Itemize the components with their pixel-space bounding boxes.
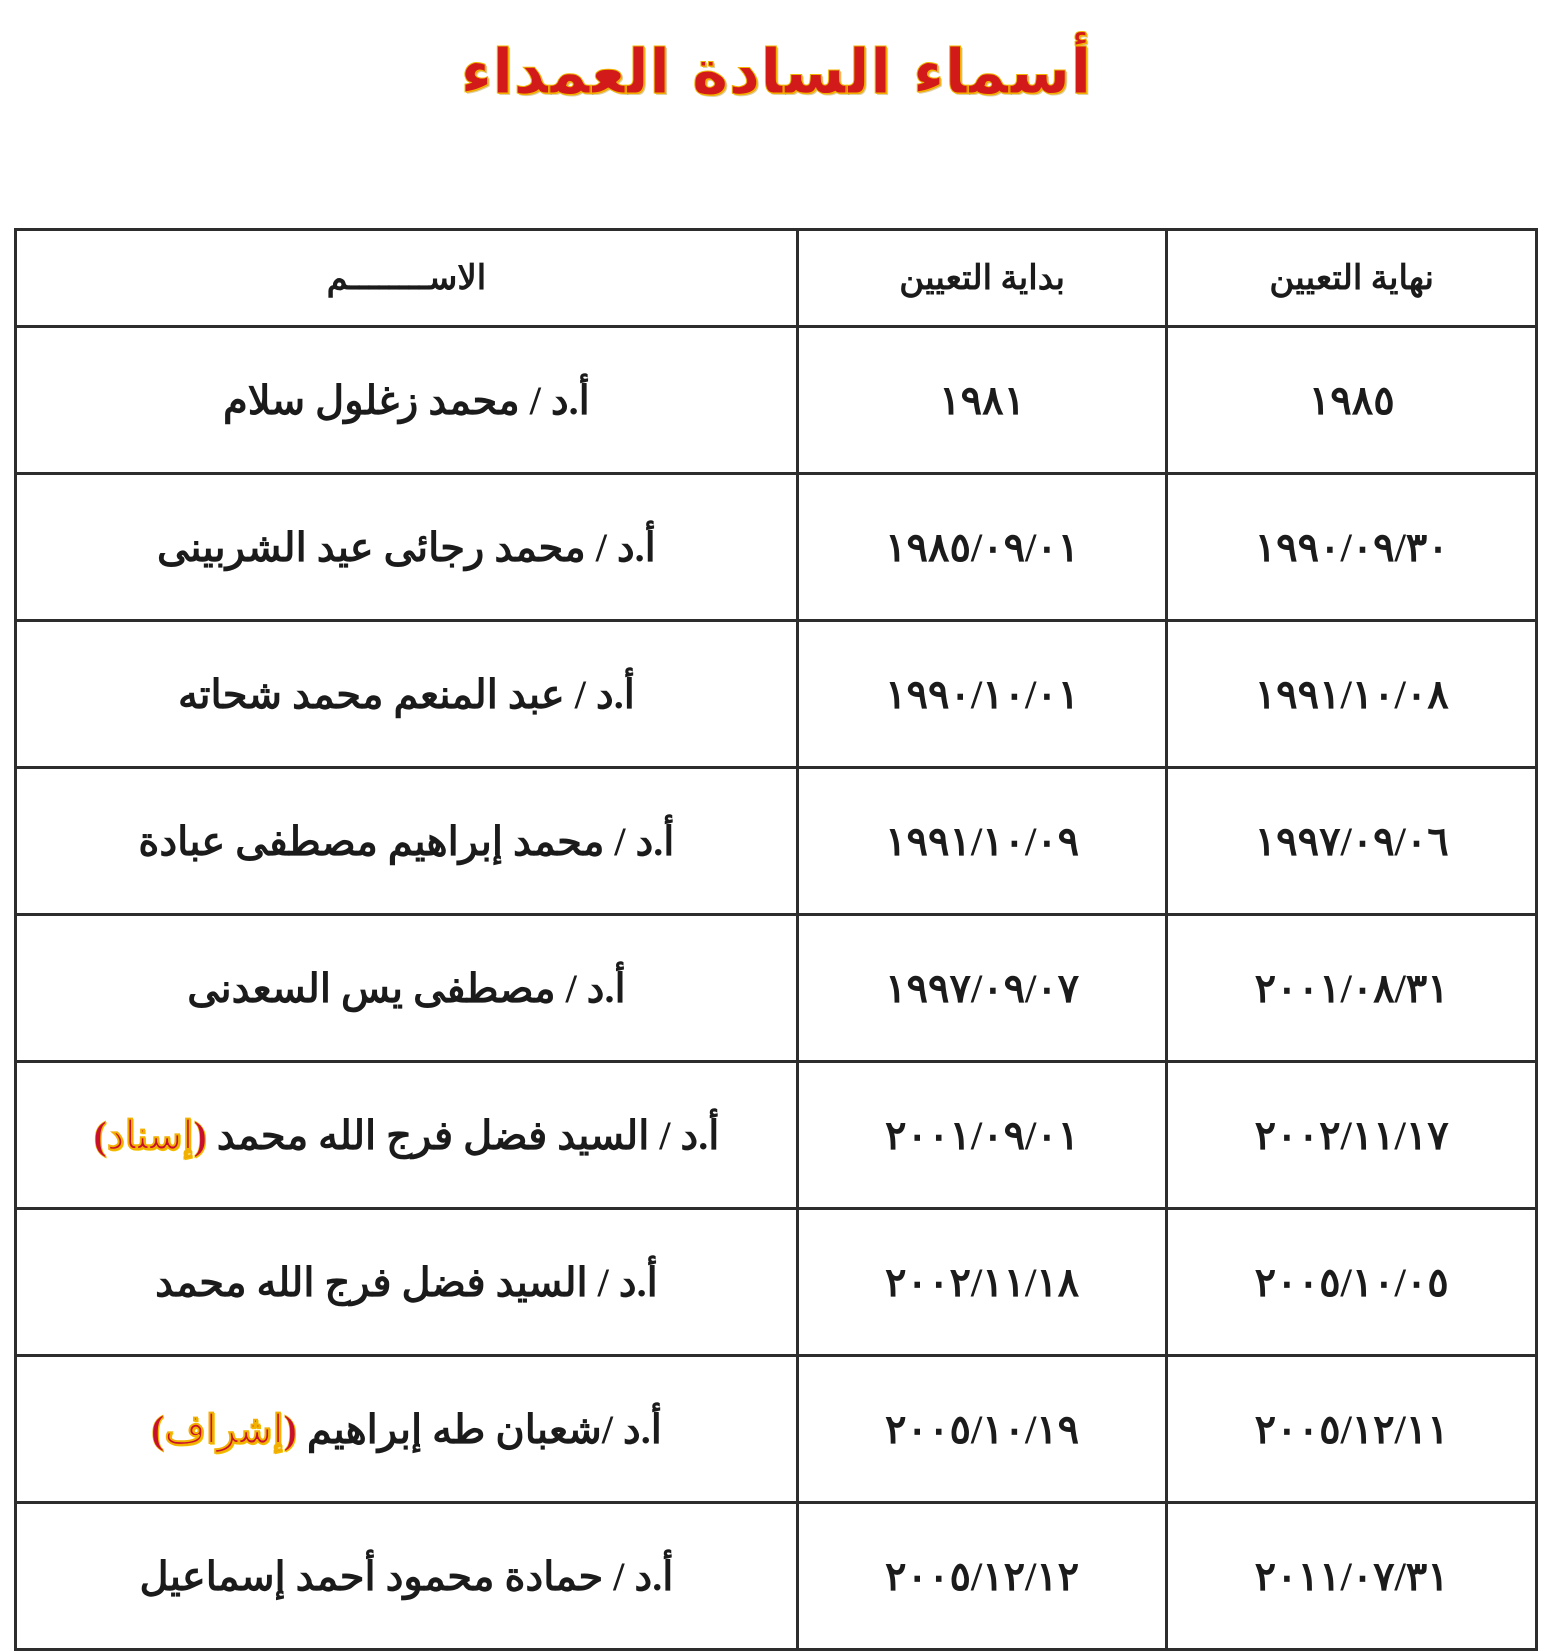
table-row — [16, 474, 1537, 621]
cell-start-date: ١٩٩٧/٠٩/٠٧ — [797, 915, 1167, 1062]
cell-end-date: ١٩٩١/١٠/٠٨ — [1167, 621, 1537, 768]
dean-name: أ.د / حمادة محمود أحمد إسماعيل — [139, 1553, 674, 1599]
cell-end-date: ٢٠٠٥/١٠/٠٥ — [1167, 1209, 1537, 1356]
table-row — [16, 768, 1537, 915]
dean-name: أ.د /شعبان طه إبراهيم — [306, 1406, 662, 1452]
dean-name: أ.د / السيد فضل فرج الله محمد — [155, 1259, 658, 1305]
column-header-start — [797, 230, 1167, 327]
cell-name — [16, 1062, 798, 1209]
table-header — [16, 230, 1537, 327]
cell-name — [16, 1503, 798, 1650]
table-row — [16, 327, 1537, 474]
dean-name: أ.د / مصطفى يس السعدنى — [187, 965, 626, 1011]
dean-name-tag: (إشراف) — [150, 1406, 297, 1452]
cell-start-date: ١٩٩١/١٠/٠٩ — [797, 768, 1167, 915]
table-row — [16, 1503, 1537, 1650]
deans-table-container — [14, 228, 1538, 1651]
cell-name — [16, 768, 798, 915]
cell-end-date: ٢٠٠٥/١٢/١١ — [1167, 1356, 1537, 1503]
cell-end-date: ١٩٩٠/٠٩/٣٠ — [1167, 474, 1537, 621]
table-row — [16, 915, 1537, 1062]
column-header-name — [16, 230, 798, 327]
cell-start-date: ١٩٩٠/١٠/٠١ — [797, 621, 1167, 768]
table-row — [16, 621, 1537, 768]
table-row — [16, 1356, 1537, 1503]
cell-start-date: ٢٠٠٢/١١/١٨ — [797, 1209, 1167, 1356]
cell-name — [16, 1356, 798, 1503]
column-header-end-label: نهاية التعيين — [1269, 260, 1434, 297]
cell-start-date: ٢٠٠٥/١٠/١٩ — [797, 1356, 1167, 1503]
column-header-end — [1167, 230, 1537, 327]
cell-start-date: ٢٠٠٥/١٢/١٢ — [797, 1503, 1167, 1650]
cell-name — [16, 327, 798, 474]
dean-name: أ.د / محمد رجائى عيد الشربينى — [157, 524, 656, 570]
page-title: أسماء السادة العمداء — [460, 35, 1092, 108]
deans-table — [14, 228, 1538, 1651]
cell-end-date: ١٩٩٧/٠٩/٠٦ — [1167, 768, 1537, 915]
cell-start-date: ١٩٨١ — [797, 327, 1167, 474]
cell-start-date: ١٩٨٥/٠٩/٠١ — [797, 474, 1167, 621]
dean-name: أ.د / عبد المنعم محمد شحاته — [177, 671, 635, 717]
dean-name: أ.د / السيد فضل فرج الله محمد — [216, 1112, 720, 1158]
cell-end-date: ١٩٨٥ — [1167, 327, 1537, 474]
table-row — [16, 1209, 1537, 1356]
cell-name — [16, 474, 798, 621]
table-row — [16, 1062, 1537, 1209]
dean-name: أ.د / محمد زغلول سلام — [223, 377, 590, 423]
column-header-start-label: بداية التعيين — [899, 260, 1066, 297]
table-body — [16, 327, 1537, 1650]
cell-end-date: ٢٠٠١/٠٨/٣١ — [1167, 915, 1537, 1062]
cell-end-date: ٢٠٠٢/١١/١٧ — [1167, 1062, 1537, 1209]
cell-name — [16, 915, 798, 1062]
cell-name — [16, 1209, 798, 1356]
cell-start-date: ٢٠٠١/٠٩/٠١ — [797, 1062, 1167, 1209]
dean-name-tag: (إسناد) — [93, 1112, 207, 1158]
table-header-row — [16, 230, 1537, 327]
cell-end-date: ٢٠١١/٠٧/٣١ — [1167, 1503, 1537, 1650]
dean-name: أ.د / محمد إبراهيم مصطفى عبادة — [138, 818, 675, 864]
cell-name — [16, 621, 798, 768]
column-header-name-label: الاســــــــم — [326, 260, 487, 297]
